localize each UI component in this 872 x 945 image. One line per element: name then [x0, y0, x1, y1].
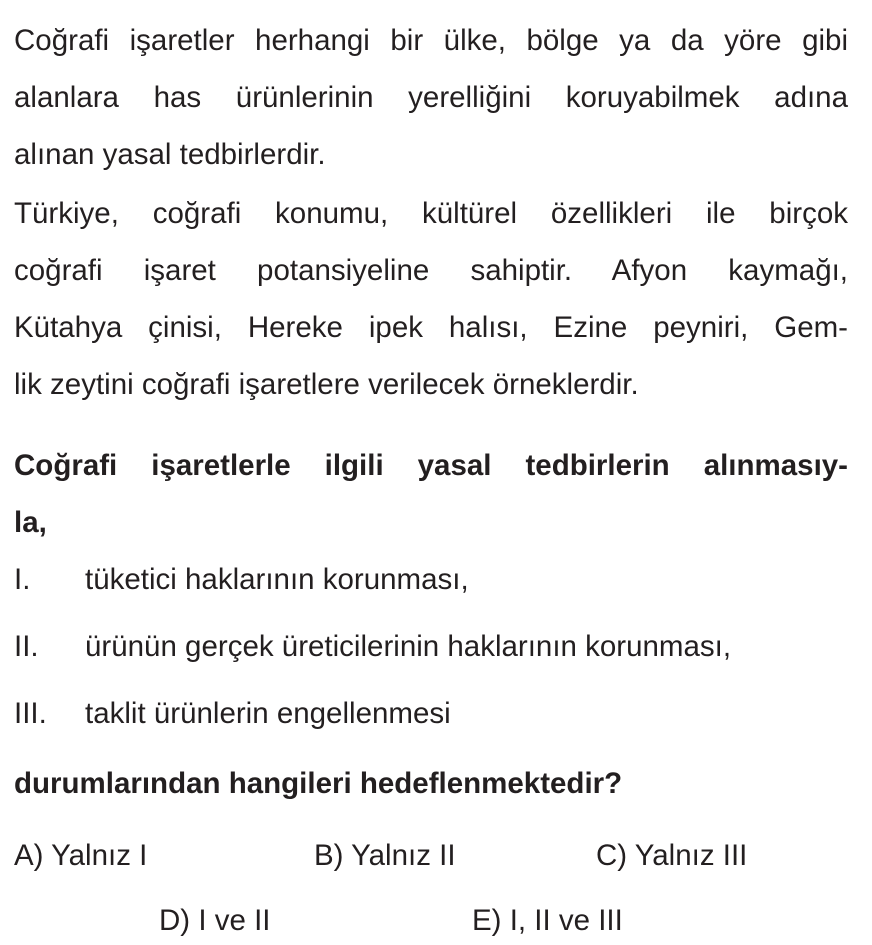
option-c[interactable]: C) Yalnız III — [596, 839, 748, 872]
statement-number: I. — [14, 563, 31, 596]
text-line: Kütahya çinisi, Hereke ipek halısı, Ezine peyniri, Gem- — [14, 311, 848, 344]
option-e[interactable]: E) I, II ve III — [472, 904, 623, 937]
intro-paragraph-2 — [14, 185, 848, 413]
text-line: coğrafi işaret potansiyeline sahiptir. Afyon kaymağı, — [14, 254, 848, 287]
option-d[interactable]: D) I ve II — [159, 904, 271, 937]
text-line: la, — [14, 506, 47, 539]
text-line: Coğrafi işaretlerle ilgili yasal tedbirlerin alınmasıy- — [14, 449, 848, 482]
statement-text: taklit ürünlerin engellenmesi — [85, 697, 451, 730]
text-line: Coğrafi işaretler herhangi bir ülke, bölge ya da yöre gibi — [14, 24, 848, 57]
intro-paragraph-1 — [14, 12, 848, 183]
statement-text: tüketici haklarının korunması, — [85, 563, 469, 596]
text-line: alanlara has ürünlerinin yerelliğini koruyabilmek adına — [14, 81, 848, 114]
text-line: alınan yasal tedbirlerdir. — [14, 138, 326, 171]
statement-number: III. — [14, 697, 47, 730]
option-a[interactable]: A) Yalnız I — [14, 839, 148, 872]
statement-number: II. — [14, 630, 39, 663]
question-ask: durumlarından hangileri hedeflenmektedir? — [14, 767, 623, 800]
text-line: Türkiye, coğrafi konumu, kültürel özellikleri ile birçok — [14, 197, 848, 230]
question-stem — [14, 437, 848, 551]
text-line: lik zeytini coğrafi işaretlere verilecek örneklerdir. — [14, 368, 639, 401]
statement-text: ürünün gerçek üreticilerinin haklarının korunması, — [85, 630, 732, 663]
option-b[interactable]: B) Yalnız II — [314, 839, 456, 872]
